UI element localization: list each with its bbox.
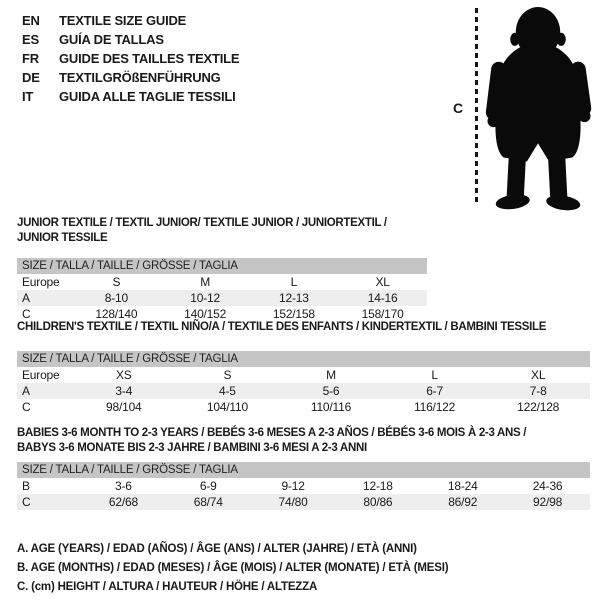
- table-row-height: [17, 399, 590, 415]
- row-label: C: [22, 400, 31, 414]
- table-cell: 3-4: [115, 384, 133, 398]
- table-cell: 128/140: [95, 307, 138, 321]
- row-label: C: [22, 495, 31, 509]
- table-cell: 8-10: [104, 291, 128, 305]
- legend-c: C. (cm) HEIGHT / ALTURA / HAUTEUR / HÖHE / ALTEZZA: [17, 581, 318, 593]
- table-row-age: [17, 383, 590, 399]
- table-cell: XL: [375, 275, 390, 289]
- row-label: Europe: [22, 368, 60, 382]
- table-row-age: [17, 290, 427, 306]
- language-label: TEXTILE SIZE GUIDE: [59, 13, 187, 28]
- table-cell: 14-16: [367, 291, 398, 305]
- table-cell: 74/80: [278, 495, 308, 509]
- table-cell: 7-8: [529, 384, 547, 398]
- table-cell: L: [290, 275, 298, 289]
- language-label: GUIDA ALLE TAGLIE TESSILI: [59, 89, 236, 104]
- row-label: Europe: [22, 275, 60, 289]
- table-cell: 116/122: [414, 400, 456, 414]
- language-code: DE: [22, 70, 40, 85]
- table-cell: M: [326, 368, 336, 382]
- table-cell: 98/104: [106, 400, 142, 414]
- section-title-line2: BABYS 3-6 MONATE BIS 2-3 JAHRE / BAMBINI 3-6 MESI A 2-3 ANNI: [17, 442, 367, 454]
- language-row: [22, 30, 239, 49]
- section-babies-textile: [17, 426, 590, 510]
- section-title-line1: BABIES 3-6 MONTH TO 2-3 YEARS / BEBÉS 3-6 MESES A 2-3 AÑOS / BÉBÉS 3-6 MOIS À 2-3 ANS /: [17, 427, 527, 439]
- language-label: GUÍA DE TALLAS: [59, 32, 164, 47]
- height-measure-dashed-line: [475, 8, 478, 206]
- toddler-figure: [440, 0, 600, 216]
- table-cell: 92/98: [533, 495, 563, 509]
- language-header: [22, 11, 239, 106]
- size-header-bar: SIZE / TALLA / TAILLE / GRÖSSE / TAGLIA: [17, 351, 590, 367]
- language-row: [22, 49, 239, 68]
- row-label: B: [22, 479, 30, 493]
- size-header-bar: SIZE / TALLA / TAILLE / GRÖSSE / TAGLIA: [17, 462, 590, 478]
- table-cell: 110/116: [310, 400, 352, 414]
- section-title: CHILDREN'S TEXTILE / TEXTIL NIÑO/A / TEXTILE DES ENFANTS / KINDERTEXTIL / BAMBINI TESSILE: [17, 321, 547, 333]
- table-cell: 24-36: [532, 479, 563, 493]
- table-cell: M: [200, 275, 211, 289]
- legend-a: A. AGE (YEARS) / EDAD (AÑOS) / ÂGE (ANS) / ALTER (JAHRE) / ETÀ (ANNI): [17, 543, 417, 555]
- table-cell: 86/92: [448, 495, 478, 509]
- language-code: EN: [22, 13, 40, 28]
- language-code: IT: [22, 89, 34, 104]
- legend-b: B. AGE (MONTHS) / EDAD (MESES) / ÂGE (MOIS) / ALTER (MONATE) / ETÀ (MESI): [17, 562, 449, 574]
- table-row-height: [17, 494, 590, 510]
- table-cell: 3-6: [115, 479, 132, 493]
- table-cell: 152/158: [272, 307, 315, 321]
- table-cell: 158/170: [361, 307, 404, 321]
- table-cell: S: [112, 275, 121, 289]
- language-code: ES: [22, 32, 39, 47]
- table-cell: XS: [115, 368, 132, 382]
- table-cell: 68/74: [193, 495, 223, 509]
- table-row-europe: [17, 274, 427, 290]
- language-row: [22, 87, 239, 106]
- language-label: TEXTILGRÖßENFÜHRUNG: [59, 70, 221, 85]
- height-measure-label: C: [453, 100, 464, 116]
- row-label: C: [22, 307, 31, 321]
- row-label: A: [22, 291, 30, 305]
- table-row-age-months: [17, 478, 590, 494]
- table-cell: 4-5: [219, 384, 236, 398]
- language-row: [22, 68, 239, 87]
- table-cell: 18-24: [447, 479, 478, 493]
- table-cell: 80/86: [363, 495, 393, 509]
- table-cell: 9-12: [281, 479, 305, 493]
- table-cell: S: [223, 368, 232, 382]
- table-cell: 140/152: [184, 307, 227, 321]
- table-cell: 62/68: [108, 495, 138, 509]
- table-cell: 104/110: [206, 400, 248, 414]
- table-cell: 12-18: [363, 479, 393, 493]
- language-code: FR: [22, 51, 39, 66]
- section-title: JUNIOR TEXTILE / TEXTIL JUNIOR/ TEXTILE JUNIOR / JUNIORTEXTIL / JUNIOR TESSILE: [17, 217, 387, 244]
- size-header-bar: SIZE / TALLA / TAILLE / GRÖSSE / TAGLIA: [17, 258, 427, 274]
- table-cell: XL: [531, 368, 546, 382]
- language-label: GUIDE DES TAILLES TEXTILE: [59, 51, 240, 66]
- table-cell: L: [431, 368, 438, 382]
- table-cell: 10-12: [190, 291, 220, 305]
- row-label: A: [22, 384, 30, 398]
- table-cell: 122/128: [517, 400, 560, 414]
- toddler-silhouette-icon: [482, 5, 594, 211]
- table-row-europe: [17, 367, 590, 383]
- table-cell: 6-9: [199, 479, 217, 493]
- section-junior-textile: [17, 216, 427, 322]
- language-row: [22, 11, 239, 30]
- legend-footnotes: [17, 540, 448, 597]
- table-cell: 5-6: [322, 384, 340, 398]
- table-cell: 6-7: [426, 384, 443, 398]
- table-cell: 12-13: [279, 291, 309, 305]
- section-childrens-textile: [17, 320, 590, 415]
